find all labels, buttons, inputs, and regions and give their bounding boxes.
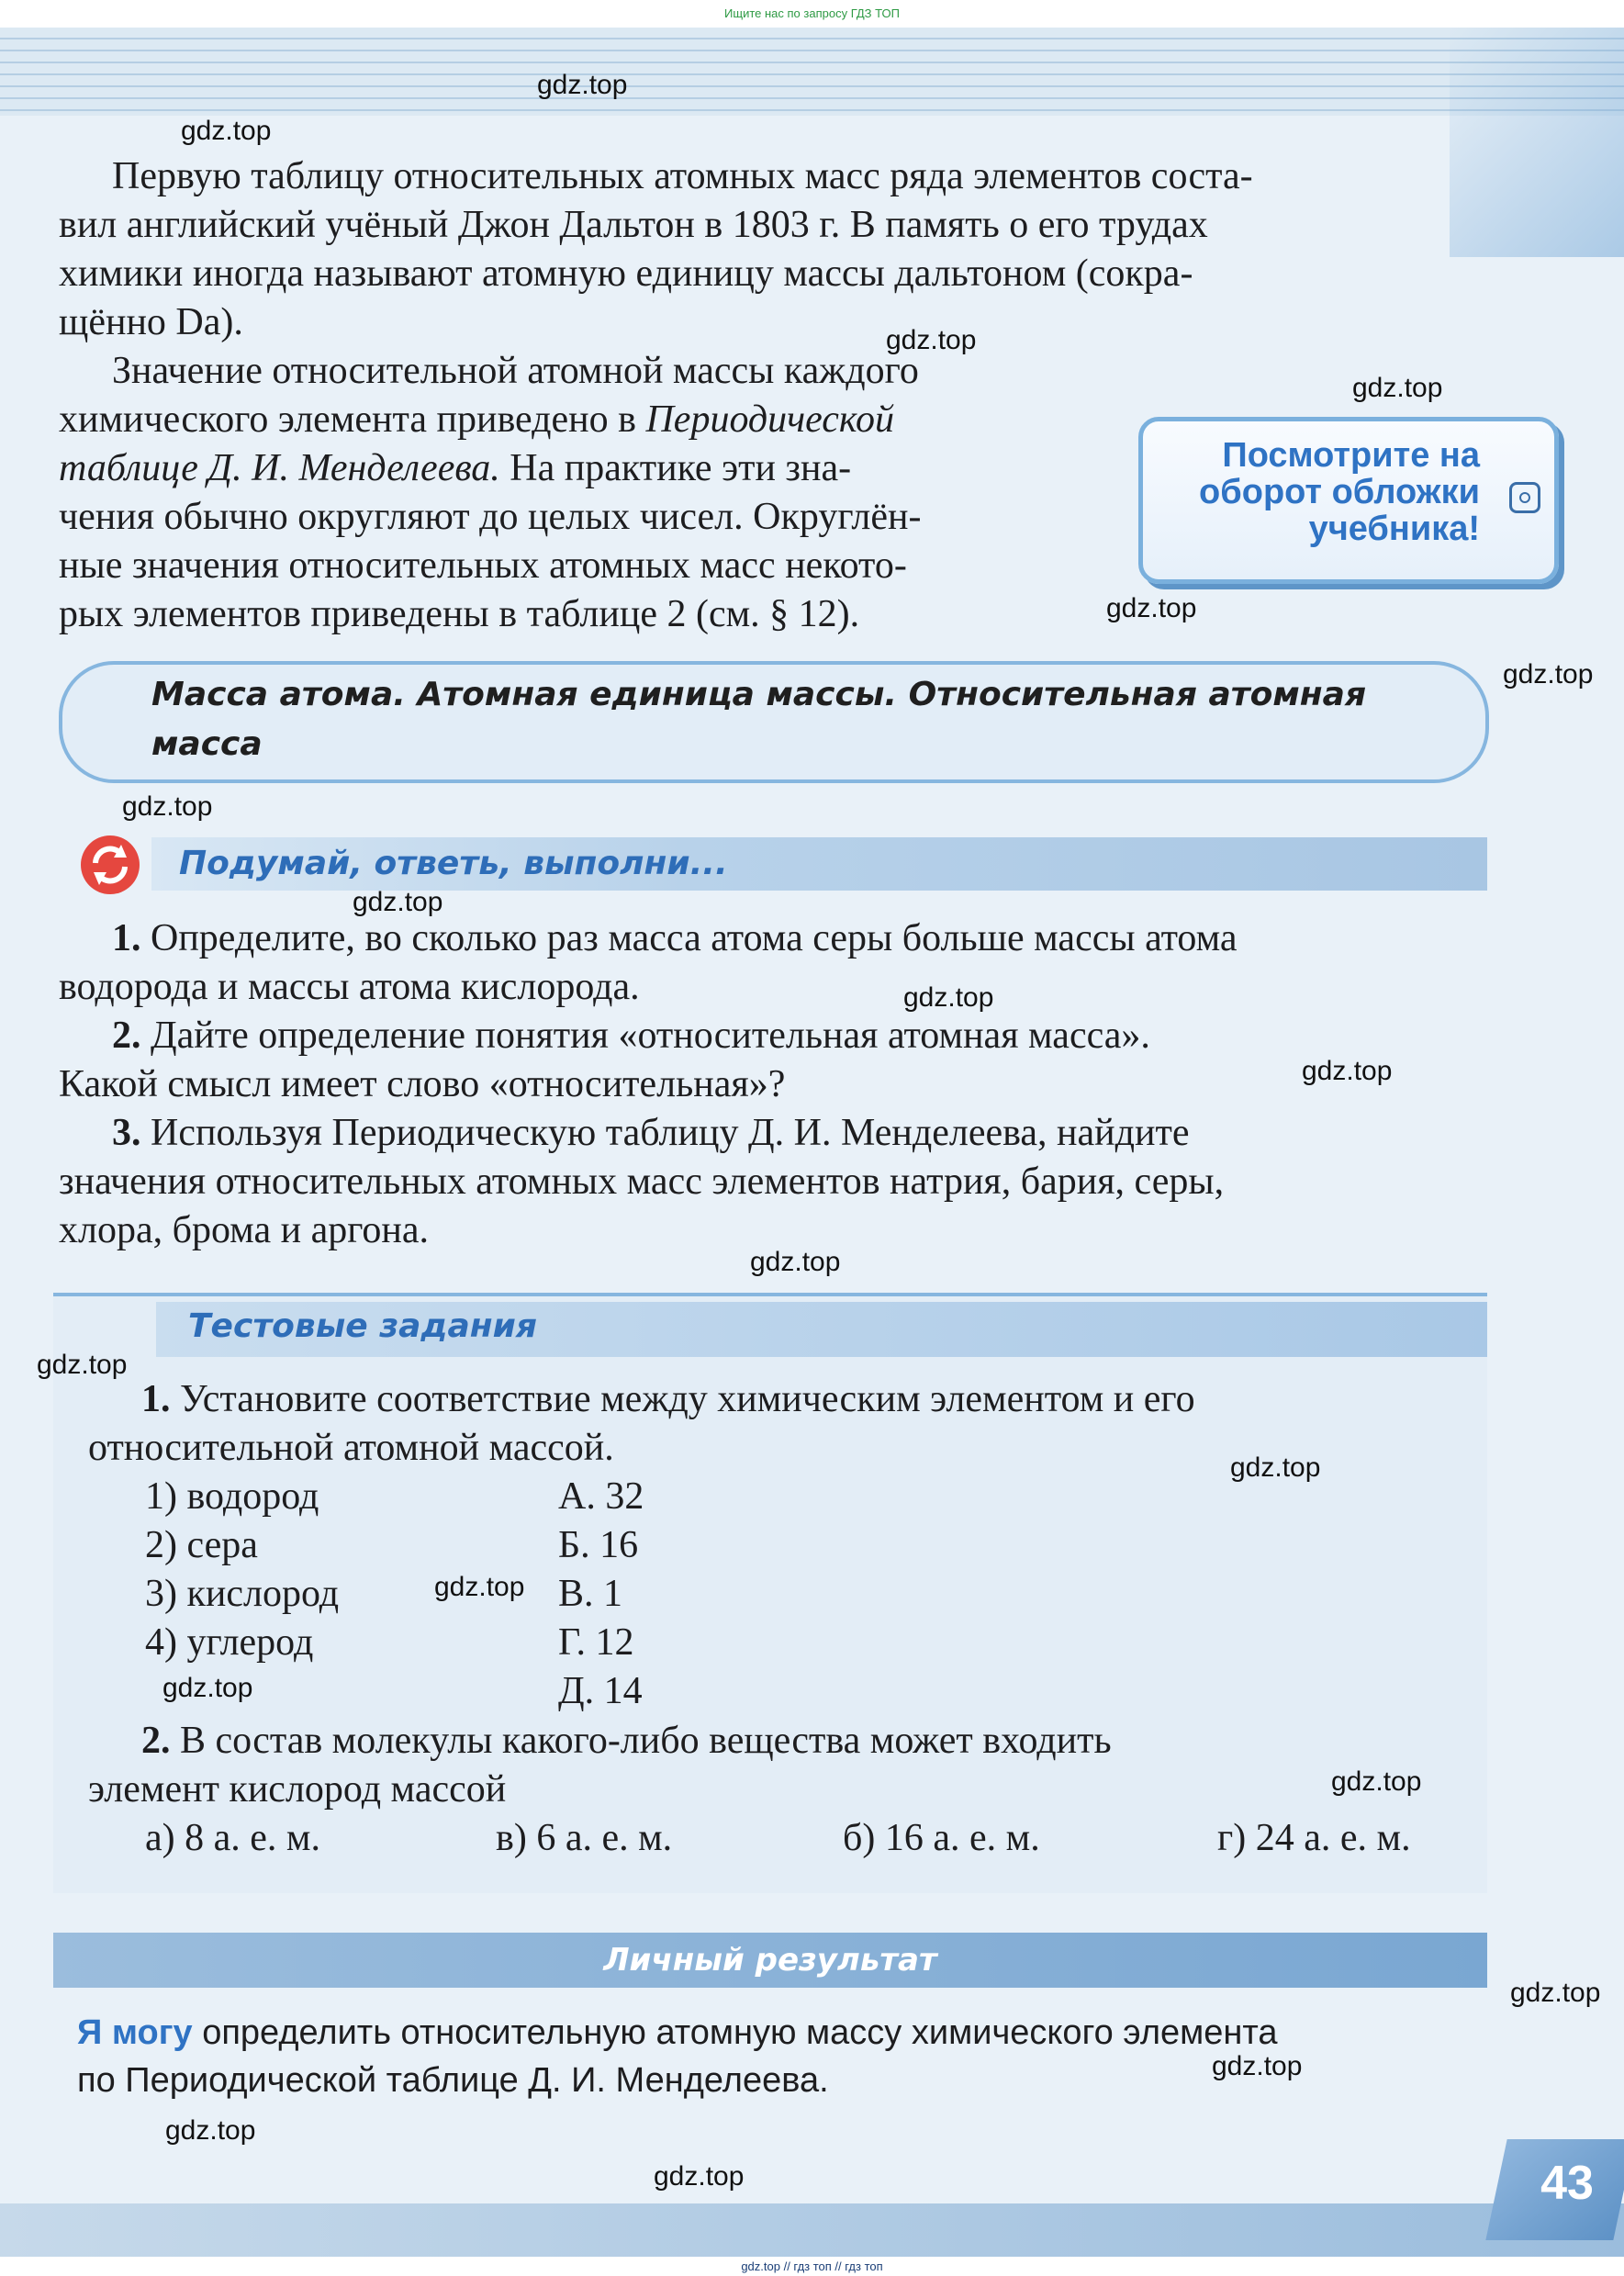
watermark: gdz.top: [165, 2115, 256, 2146]
tests-title: Тестовые задания: [188, 1307, 537, 1345]
list-item: В. 1: [558, 1573, 623, 1615]
watermark: gdz.top: [1230, 1452, 1321, 1483]
watermark: gdz.top: [1510, 1978, 1601, 2008]
footer-text: gdz.top // гдз топ // гдз топ: [0, 2257, 1624, 2276]
top-banner: Ищите нас по запросу ГДЗ ТОП: [0, 0, 1624, 28]
watermark: gdz.top: [1302, 1056, 1393, 1086]
answer-b: б) 16 а. е. м.: [843, 1817, 1040, 1859]
watermark: gdz.top: [1331, 1766, 1422, 1797]
watermark: gdz.top: [1106, 593, 1197, 623]
note-text: Посмотрите на оборот обложки учебника!: [1199, 436, 1480, 548]
refresh-icon: [81, 835, 140, 894]
bottom-band: [0, 2203, 1624, 2257]
watermark: gdz.top: [1503, 659, 1594, 690]
result-title: Личный результат: [603, 1942, 937, 1979]
watermark: gdz.top: [537, 70, 628, 100]
lined-header-decoration: [0, 28, 1624, 116]
result-text: Я могу определить относительную атомную массу химического элемента по Периодической таблице Д. И. Менделеева.: [77, 2013, 1278, 2100]
watermark: gdz.top: [37, 1350, 128, 1380]
test-1-values: [558, 1473, 644, 1716]
watermark: gdz.top: [886, 325, 977, 355]
paragraph-periodic-table: Значение относительной атомной массы каждого химического элемента приведено в Периодической таблице Д. И. Менделеева. На практике эти зна- чения обычно округляют до целых чисел. Округлён- ные значения относительных атомных масс некото- рых элементов приведены в таблице 2 (см. § 12).: [59, 350, 922, 635]
page-number: 43: [1540, 2157, 1594, 2210]
watermark: gdz.top: [1352, 373, 1443, 403]
think-section-title: Подумай, ответь, выполни...: [179, 845, 728, 882]
watermark: gdz.top: [162, 1673, 253, 1703]
list-item: 1) водород: [145, 1475, 319, 1518]
list-item: Д. 14: [558, 1670, 643, 1712]
watermark: gdz.top: [434, 1572, 525, 1602]
answer-a: а) 8 а. е. м.: [145, 1817, 320, 1859]
watermark: gdz.top: [903, 982, 994, 1013]
question-3: 3. Используя Периодическую таблицу Д. И. Менделеева, найдите: [112, 1112, 1190, 1154]
list-item: Г. 12: [558, 1621, 634, 1664]
list-item: 4) углерод: [145, 1621, 314, 1664]
phone-button-icon: [1509, 482, 1540, 513]
watermark: gdz.top: [181, 116, 272, 146]
list-item: Б. 16: [558, 1524, 639, 1566]
answer-v: в) 6 а. е. м.: [496, 1817, 673, 1859]
watermark: gdz.top: [122, 791, 213, 822]
test-1-elements: [145, 1473, 339, 1667]
test-1-question: 1. Установите соответствие между химическим элементом и его относительной атомной массой.: [88, 1378, 1195, 1469]
watermark: gdz.top: [353, 887, 443, 917]
test-2-question: 2. В состав молекулы какого-либо вещества может входить элемент кислород массой: [88, 1720, 1112, 1811]
list-item: 3) кислород: [145, 1573, 340, 1615]
keywords-text: Масса атома. Атомная единица массы. Относительная атомная масса: [151, 676, 1367, 763]
watermark: gdz.top: [1212, 2051, 1303, 2081]
watermark: gdz.top: [654, 2161, 745, 2192]
watermark: gdz.top: [750, 1247, 841, 1277]
think-questions: 1. Определите, во сколько раз масса атома серы больше массы атома водорода и массы атома кислорода. 2. Дайте определение понятия «относительная атомная масса». Какой смысл имеет слово «относительная»? 3. Используя Периодическую таблицу Д. И. Менделеева, найдите значения относительных атомных масс элементов натрия, бария, серы, хлора, брома и аргона.: [59, 914, 1480, 1255]
list-item: А. 32: [558, 1475, 644, 1518]
answer-g: г) 24 а. е. м.: [1217, 1817, 1411, 1859]
question-1: 1. Определите, во сколько раз масса атома серы больше массы атома: [112, 917, 1238, 959]
list-item: 2) сера: [145, 1524, 258, 1566]
question-2: 2. Дайте определение понятия «относительная атомная масса».: [112, 1015, 1150, 1057]
paragraph-dalton: Первую таблицу относительных атомных масс ряда элементов соста- вил английский учёный Джон Дальтон в 1803 г. В память о его трудах химики иногда называют атомную единицу массы дальтоном (сокра- щённо Da).: [59, 155, 1253, 343]
